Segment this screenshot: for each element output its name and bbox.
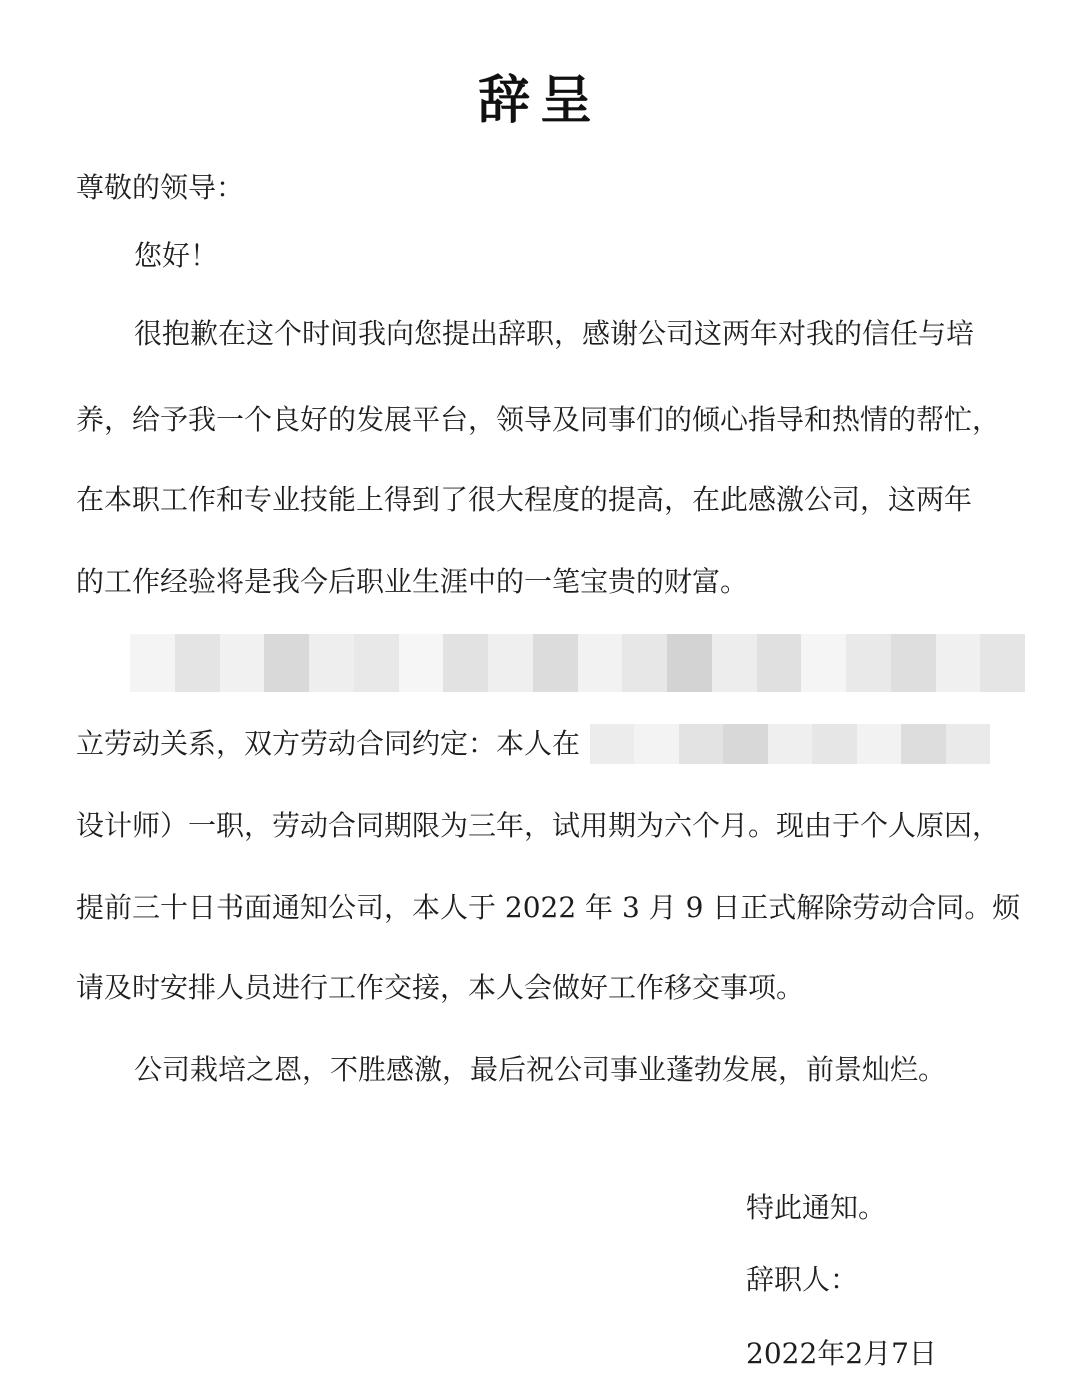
paragraph2-line: 设计师）一职，劳动合同期限为三年，试用期为六个月。现由于个人原因，: [76, 809, 1001, 842]
redacted-line: [130, 634, 1025, 692]
paragraph2-line: 提前三十日书面通知公司，本人于 2022 年 3 月 9 日正式解除劳动合同。烦: [76, 891, 1021, 924]
greeting: 您好！: [134, 239, 219, 272]
paragraph3: 公司栽培之恩，不胜感激，最后祝公司事业蓬勃发展，前景灿烂。: [134, 1053, 947, 1086]
salutation: 尊敬的领导：: [76, 171, 245, 204]
paragraph1-line: 的工作经验将是我今后职业生涯中的一笔宝贵的财富。: [76, 565, 749, 598]
paragraph1-line: 很抱歉在这个时间我向您提出辞职，感谢公司这两年对我的信任与培: [134, 317, 975, 350]
redacted-inline: [590, 724, 990, 764]
closing-text: 特此通知。: [746, 1191, 887, 1224]
paragraph2-line: 立劳动关系，双方劳动合同约定：本人在: [76, 727, 581, 760]
paragraph1-line: 养，给予我一个良好的发展平台，领导及同事们的倾心指导和热情的帮忙，: [76, 403, 1001, 436]
signer-label: 辞职人：: [746, 1263, 859, 1296]
paragraph2-line: 请及时安排人员进行工作交接，本人会做好工作移交事项。: [76, 971, 805, 1004]
paragraph1-line: 在本职工作和专业技能上得到了很大程度的提高，在此感激公司，这两年: [76, 483, 973, 516]
document-title: 辞呈: [477, 71, 602, 131]
letter-date: 2022年2月7日: [746, 1337, 937, 1370]
